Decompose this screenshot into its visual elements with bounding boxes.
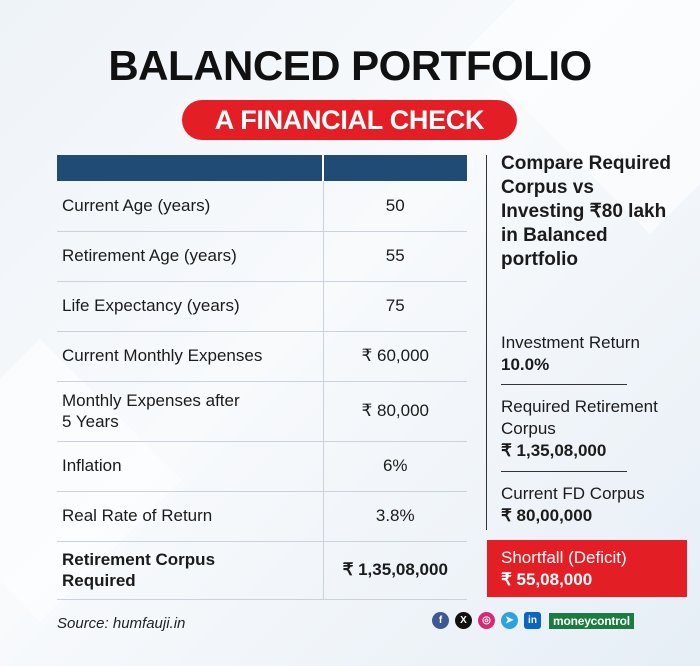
row-label: Current Age (years)	[57, 181, 323, 231]
divider	[501, 384, 627, 385]
row-value: ₹ 60,000	[323, 331, 467, 381]
brand-logo: moneycontrol	[549, 613, 634, 629]
investment-return-block	[501, 332, 686, 376]
row-label: Real Rate of Return	[57, 491, 323, 541]
side-divider	[486, 155, 487, 530]
table-row	[57, 381, 467, 441]
current-fd-value: ₹ 80,00,000	[501, 506, 593, 525]
shortfall-value: ₹ 55,08,000	[501, 570, 593, 589]
required-corpus-value: ₹ 1,35,08,000	[501, 441, 607, 460]
row-label: Life Expectancy (years)	[57, 281, 323, 331]
row-value: 3.8%	[323, 491, 467, 541]
row-value: 6%	[323, 441, 467, 491]
investment-return-label: Investment Return	[501, 333, 640, 352]
table-header-row	[57, 155, 467, 181]
row-label: Retirement Age (years)	[57, 231, 323, 281]
source-note: Source: humfauji.in	[57, 615, 186, 632]
page-title: BALANCED PORTFOLIO	[108, 42, 592, 89]
table-row	[57, 331, 467, 381]
row-label: Inflation	[57, 441, 323, 491]
facebook-icon[interactable]: f	[432, 612, 449, 629]
subtitle-badge: A FINANCIAL CHECK	[182, 100, 517, 140]
required-corpus-label: Required Retirement Corpus	[501, 397, 658, 438]
table-row-total	[57, 541, 467, 599]
table-row	[57, 181, 467, 231]
row-value: 55	[323, 231, 467, 281]
table-header-cell	[323, 155, 467, 181]
row-value: 50	[323, 181, 467, 231]
table-row	[57, 281, 467, 331]
table-row	[57, 491, 467, 541]
row-label: Monthly Expenses after 5 Years	[57, 381, 323, 441]
social-bar	[432, 612, 634, 629]
required-corpus-block	[501, 396, 681, 462]
table-row	[57, 441, 467, 491]
instagram-icon[interactable]: ◎	[478, 612, 495, 629]
side-heading: Compare Required Corpus vs Investing ₹80 lakh in Balanced portfolio	[501, 153, 671, 270]
divider	[501, 471, 627, 472]
telegram-icon[interactable]: ➤	[501, 612, 518, 629]
shortfall-box	[487, 540, 687, 597]
table-header-cell	[57, 155, 323, 181]
table-row	[57, 231, 467, 281]
linkedin-icon[interactable]: in	[524, 612, 541, 629]
row-label: Retirement Corpus Required	[57, 541, 323, 599]
row-value: 75	[323, 281, 467, 331]
portfolio-table	[57, 155, 467, 600]
row-label: Current Monthly Expenses	[57, 331, 323, 381]
row-value: ₹ 80,000	[323, 381, 467, 441]
investment-return-value: 10.0%	[501, 355, 550, 374]
current-fd-block	[501, 483, 686, 527]
current-fd-label: Current FD Corpus	[501, 484, 645, 503]
x-icon[interactable]: X	[455, 612, 472, 629]
row-value: ₹ 1,35,08,000	[323, 541, 467, 599]
shortfall-label: Shortfall (Deficit)	[501, 548, 627, 567]
